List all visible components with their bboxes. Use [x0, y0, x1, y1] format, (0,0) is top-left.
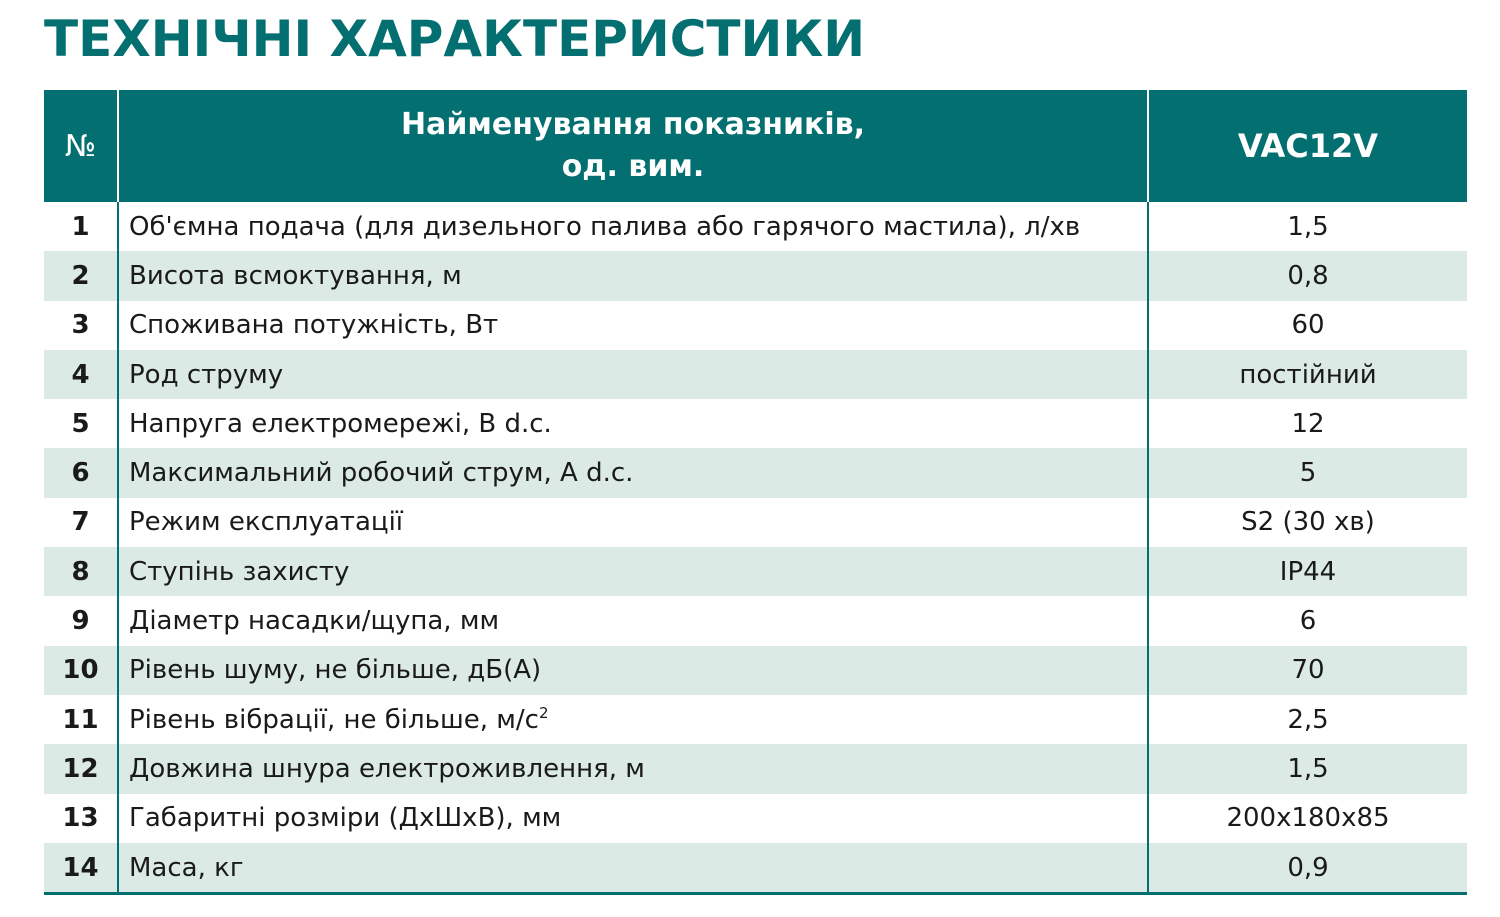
row-value: 0,9 [1148, 843, 1467, 894]
row-name [118, 251, 1148, 300]
row-number: 14 [44, 843, 118, 894]
row-number: 8 [44, 547, 118, 596]
row-name [118, 596, 1148, 645]
row-number: 6 [44, 448, 118, 497]
header-number: № [44, 90, 118, 202]
page-title: ТЕХНІЧНІ ХАРАКТЕРИСТИКИ [44, 10, 866, 68]
row-number: 5 [44, 399, 118, 448]
header-name-line2: од. вим. [561, 149, 705, 184]
row-name [118, 301, 1148, 350]
table-row [44, 202, 1467, 251]
row-number: 11 [44, 695, 118, 744]
row-number: 9 [44, 596, 118, 645]
table-header-row [44, 90, 1467, 202]
specs-table [44, 90, 1467, 895]
row-name [118, 202, 1148, 251]
row-value: 12 [1148, 399, 1467, 448]
row-number: 13 [44, 794, 118, 843]
row-name [118, 794, 1148, 843]
row-value: S2 (30 хв) [1148, 498, 1467, 547]
table-row [44, 547, 1467, 596]
row-value: 6 [1148, 596, 1467, 645]
row-name-text: Споживана потужність, Вт [129, 310, 499, 341]
row-name-text: Максимальний робочий струм, А d.c. [129, 458, 634, 489]
header-name [118, 90, 1148, 202]
table-row [44, 794, 1467, 843]
row-name [118, 350, 1148, 399]
row-value: IP44 [1148, 547, 1467, 596]
row-name-text: Ступінь захисту [129, 556, 350, 587]
table-row [44, 646, 1467, 695]
row-name-text: Рівень вібрації, не більше, м/с [129, 704, 539, 735]
table-row [44, 498, 1467, 547]
row-name-superscript: 2 [538, 703, 549, 722]
row-name [118, 646, 1148, 695]
row-name-text: Режим експлуатації [129, 507, 404, 538]
row-value: 60 [1148, 301, 1467, 350]
row-name-text: Діаметр насадки/щупа, мм [129, 606, 500, 637]
row-number: 3 [44, 301, 118, 350]
table-row [44, 843, 1467, 894]
header-model: VAC12V [1148, 90, 1467, 202]
table-row [44, 301, 1467, 350]
row-value: 1,5 [1148, 744, 1467, 793]
row-number: 7 [44, 498, 118, 547]
row-name [118, 695, 1148, 744]
row-name-text: Напруга електромережі, В d.c. [129, 408, 552, 439]
table-row [44, 695, 1467, 744]
row-name-text: Об'ємна подача (для дизельного палива або гарячого мастила), л/хв [129, 211, 1081, 242]
row-name [118, 498, 1148, 547]
row-value: 200x180x85 [1148, 794, 1467, 843]
row-value: постійний [1148, 350, 1467, 399]
row-number: 1 [44, 202, 118, 251]
row-value: 2,5 [1148, 695, 1467, 744]
row-name-text: Род струму [129, 359, 284, 390]
row-name-text: Габаритні розміри (ДхШхВ), мм [129, 803, 562, 834]
header-name-line1: Найменування показників, [400, 107, 866, 142]
row-name [118, 399, 1148, 448]
row-value: 5 [1148, 448, 1467, 497]
row-number: 2 [44, 251, 118, 300]
row-value: 70 [1148, 646, 1467, 695]
table-body [44, 202, 1467, 894]
table-row [44, 350, 1467, 399]
table-row [44, 448, 1467, 497]
row-number: 12 [44, 744, 118, 793]
table-row [44, 596, 1467, 645]
row-name [118, 448, 1148, 497]
row-name-text: Рівень шуму, не більше, дБ(А) [129, 655, 542, 686]
row-number: 4 [44, 350, 118, 399]
row-name [118, 547, 1148, 596]
row-name-text: Висота всмоктування, м [129, 260, 462, 291]
row-name-text: Довжина шнура електроживлення, м [129, 753, 645, 784]
row-name-text: Маса, кг [129, 852, 244, 883]
table-row [44, 399, 1467, 448]
row-name [118, 843, 1148, 894]
row-number: 10 [44, 646, 118, 695]
table-row [44, 744, 1467, 793]
row-value: 1,5 [1148, 202, 1467, 251]
table-row [44, 251, 1467, 300]
row-value: 0,8 [1148, 251, 1467, 300]
row-name [118, 744, 1148, 793]
